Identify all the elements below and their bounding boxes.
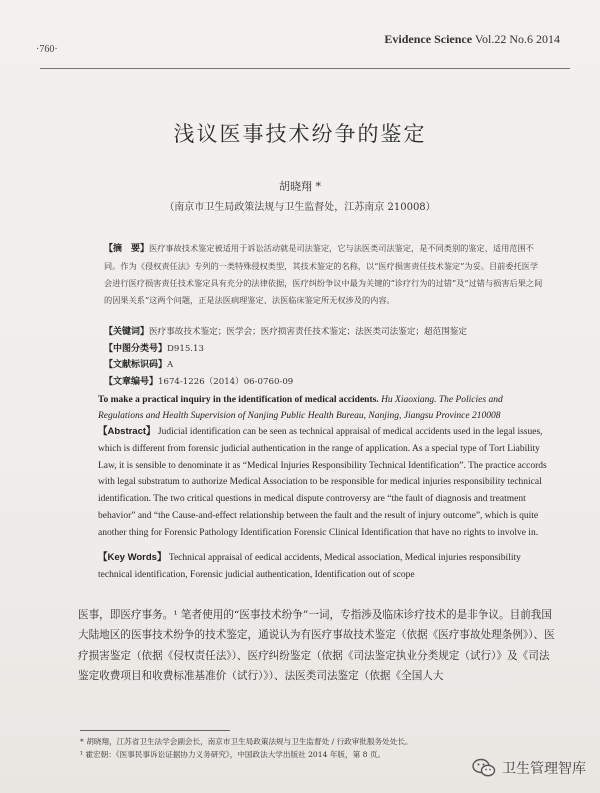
article-number-label: 【文章编号】 — [104, 377, 159, 387]
body-paragraph: 医事，即医疗事务。¹ 笔者使用的“医事技术纷争”一词，专指涉及临床诊疗技术的是非争议。目前我国大陆地区的医事技术纷争的技术鉴定，通说认为有医疗事故技术鉴定（依据《医疗事故处理条例》）、医疗损害鉴定（依据《侵权责任法》）、医疗纠纷鉴定（依据《司法鉴定执业分类规定（试行）》及《司法鉴定收费项目和收费标准基准价（试行）》）、法医类司法鉴定（依据《全国人大 — [78, 609, 555, 682]
article-number-value: 1674-1226（2014）06-0760-09 — [158, 377, 294, 387]
english-title-block — [98, 392, 548, 424]
keywords-label: 【关键词】 — [104, 327, 150, 337]
english-abstract-label: 【Abstract】 — [98, 426, 156, 437]
page-header — [40, 28, 570, 69]
english-keywords-label: 【Key Words】 — [98, 552, 167, 563]
wechat-icon — [472, 758, 496, 778]
author-name: 胡晓翔 * — [279, 180, 321, 193]
english-abstract-text: Judicial identification can be seen as technical appraisal of medical accidents used in the legal issues, which is different from forensic judicial authentication in the range of application. As a special type of Tort Liability Law, it is sensible to denominate it as “Medical Injuries Responsibility Technical Identification”. The practice accords with legal substratum to authorize Medical Association to be responsible for medical injuries responsibility technical identification. The two critical questions in medical dispute controversy are “the fault of diagnosis and treatment behavior” and “the Cause-and-effect relationship between the fault and the result of injury outcome”, which is quite another thing for Forensic Pathology Identification Forensic Clinical Identification that have no rights to involve in. — [98, 427, 547, 538]
english-author-info: Hu Xiaoxiang. The Policies and Regulations and Health Supervision of Nanjing Public Health Bureau, Nanjing, Jiangsu Province 210008 — [98, 395, 503, 421]
journal-name: Evidence Science — [384, 32, 473, 46]
doc-code-label: 【文献标识码】 — [104, 360, 168, 370]
clc-value: D915.13 — [167, 344, 204, 354]
english-keywords — [98, 550, 548, 584]
chinese-abstract — [104, 240, 544, 309]
journal-info — [384, 32, 560, 47]
doc-code-line — [104, 357, 544, 370]
doc-code-value: A — [167, 360, 174, 370]
english-abstract — [98, 424, 548, 542]
footnote-divider — [80, 730, 230, 731]
keywords-text: 医疗事故技术鉴定；医学会；医疗损害责任技术鉴定；法医类司法鉴定；超范围鉴定 — [149, 327, 467, 337]
clc-label: 【中图分类号】 — [104, 344, 168, 354]
english-keywords-text: Technical appraisal of eedical accidents, Medical association, Medical injuries responsibility technical identification, Forensic judicial authentication, Identification out of scope — [98, 553, 521, 580]
watermark — [472, 758, 586, 778]
footnotes — [80, 735, 510, 761]
journal-issue: Vol.22 No.6 2014 — [474, 32, 560, 46]
page-number: ·760· — [36, 44, 58, 55]
article-number-line — [104, 374, 544, 387]
clc-line — [104, 341, 544, 354]
english-title: To make a practical inquiry in the identification of medical accidents. — [98, 395, 379, 405]
abstract-text: 医疗事故技术鉴定被适用于诉讼活动就是司法鉴定，它与法医类司法鉴定，是不同类别的鉴定、适用范围不同。作为《侵权责任法》专列的一类特殊侵权类型，其技术鉴定的名称，以“医疗损害责任技术鉴定”为妥。目前委托医学会进行医疗损害责任技术鉴定具有充分的法律依据，医疗纠纷争议中最为关键的“诊疗行为的过错”及“过错与损害后果之间的因果关系”这两个问题，正是法医病理鉴定、法医临床鉴定所无权涉及的内容。 — [104, 243, 543, 305]
author-affiliation: （南京市卫生局政策法规与卫生监督处，江苏南京 210008） — [164, 202, 436, 213]
footnote-1: * 胡晓翔，江苏省卫生法学会副会长，南京市卫生局政策法规与卫生监督处 / 行政审批服务处处长。 — [80, 737, 413, 746]
watermark-text: 卫生管理智库 — [502, 761, 586, 777]
keywords-line — [104, 324, 544, 337]
article-title: 浅议医事技术纷争的鉴定 — [173, 122, 427, 146]
footnote-2: ¹ 霍宏朝：《医事民事诉讼证据协力义务研究》，中国政法大学出版社 2014 年版，第 8 页。 — [80, 750, 386, 759]
abstract-label: 【摘 要】 — [104, 244, 150, 254]
